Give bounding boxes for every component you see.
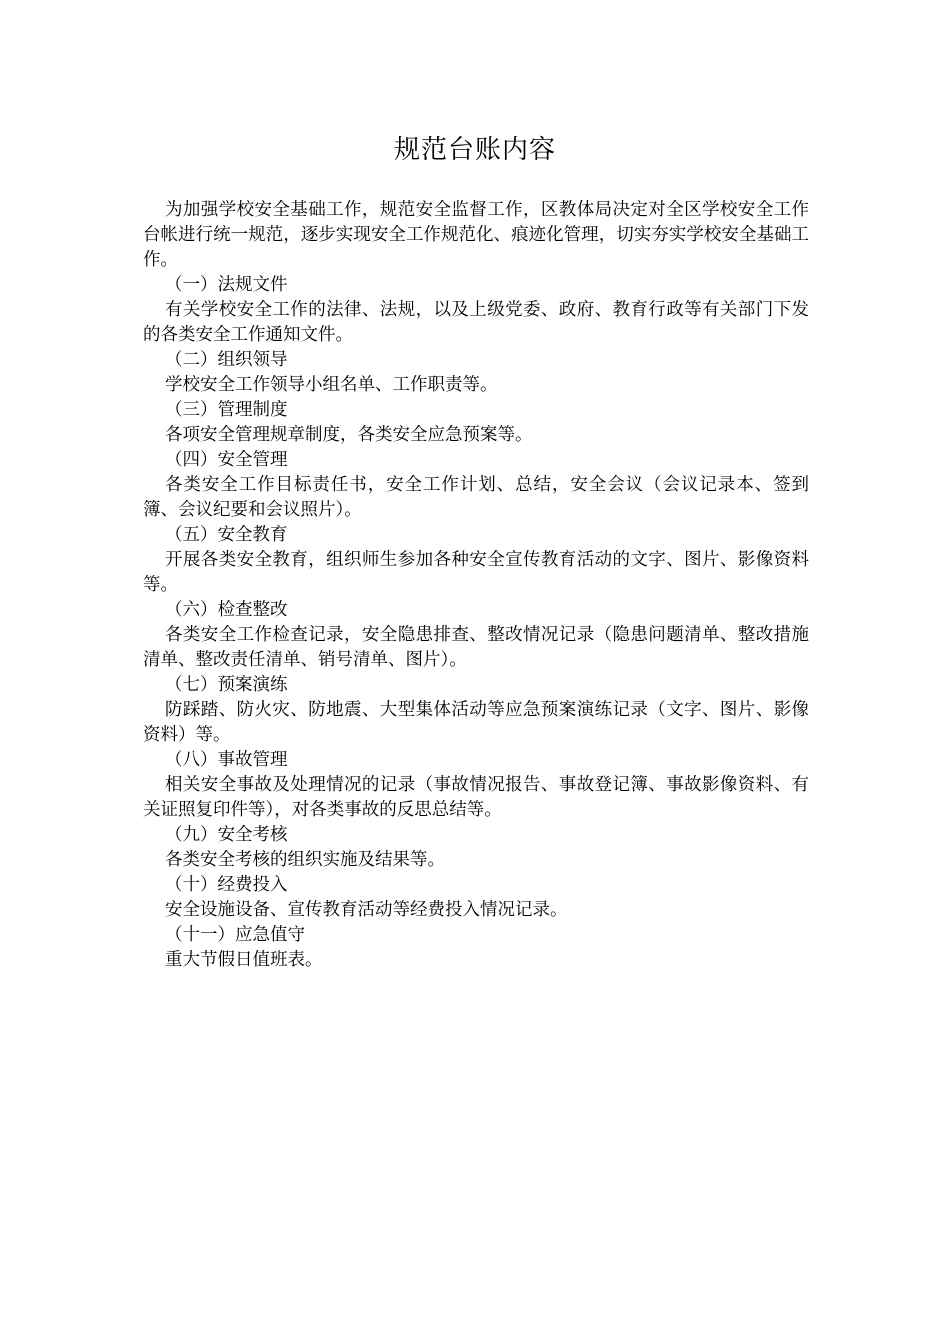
section-content-10: 安全设施设备、宣传教育活动等经费投入情况记录。 xyxy=(165,900,568,920)
section-content-5: 开展各类安全教育，组织师生参加各种安全宣传教育活动的文字、图片、影像资料等。 xyxy=(143,550,809,595)
section-heading-11: （十一）应急值守 xyxy=(165,925,305,945)
section-content-9: 各类安全考核的组织实施及结果等。 xyxy=(165,850,445,870)
section-content-3: 各项安全管理规章制度，各类安全应急预案等。 xyxy=(165,425,533,445)
section-content-1: 有关学校安全工作的法律、法规，以及上级党委、政府、教育行政等有关部门下发的各类安全工作通知文件。 xyxy=(143,300,809,345)
section-content-8: 相关安全事故及处理情况的记录（事故情况报告、事故登记簿、事故影像资料、有关证照复印件等），对各类事故的反思总结等。 xyxy=(143,775,809,820)
document-body xyxy=(143,198,809,973)
section-content-4: 各类安全工作目标责任书，安全工作计划、总结，安全会议（会议记录本、签到簿、会议纪要和会议照片）。 xyxy=(143,475,809,520)
intro-paragraph: 为加强学校安全基础工作，规范安全监督工作，区教体局决定对全区学校安全工作台帐进行统一规范，逐步实现安全工作规范化、痕迹化管理，切实夯实学校安全基础工作。 xyxy=(143,200,809,270)
section-heading-1: （一）法规文件 xyxy=(165,275,288,295)
section-content-7: 防踩踏、防火灾、防地震、大型集体活动等应急预案演练记录（文字、图片、影像资料）等。 xyxy=(143,700,809,745)
section-heading-8: （八）事故管理 xyxy=(165,750,288,770)
section-content-11: 重大节假日值班表。 xyxy=(165,950,323,970)
section-heading-4: （四）安全管理 xyxy=(165,450,288,470)
section-heading-2: （二）组织领导 xyxy=(165,350,288,370)
section-content-2: 学校安全工作领导小组名单、工作职责等。 xyxy=(165,375,498,395)
section-heading-7: （七）预案演练 xyxy=(165,675,288,695)
section-heading-3: （三）管理制度 xyxy=(165,400,288,420)
section-heading-10: （十）经费投入 xyxy=(165,875,288,895)
section-heading-5: （五）安全教育 xyxy=(165,525,288,545)
section-content-6: 各类安全工作检查记录，安全隐患排查、整改情况记录（隐患问题清单、整改措施清单、整改责任清单、销号清单、图片）。 xyxy=(143,625,809,670)
section-heading-6: （六）检查整改 xyxy=(165,600,288,620)
document-title: 规范台账内容 xyxy=(393,135,556,165)
section-heading-9: （九）安全考核 xyxy=(165,825,288,845)
